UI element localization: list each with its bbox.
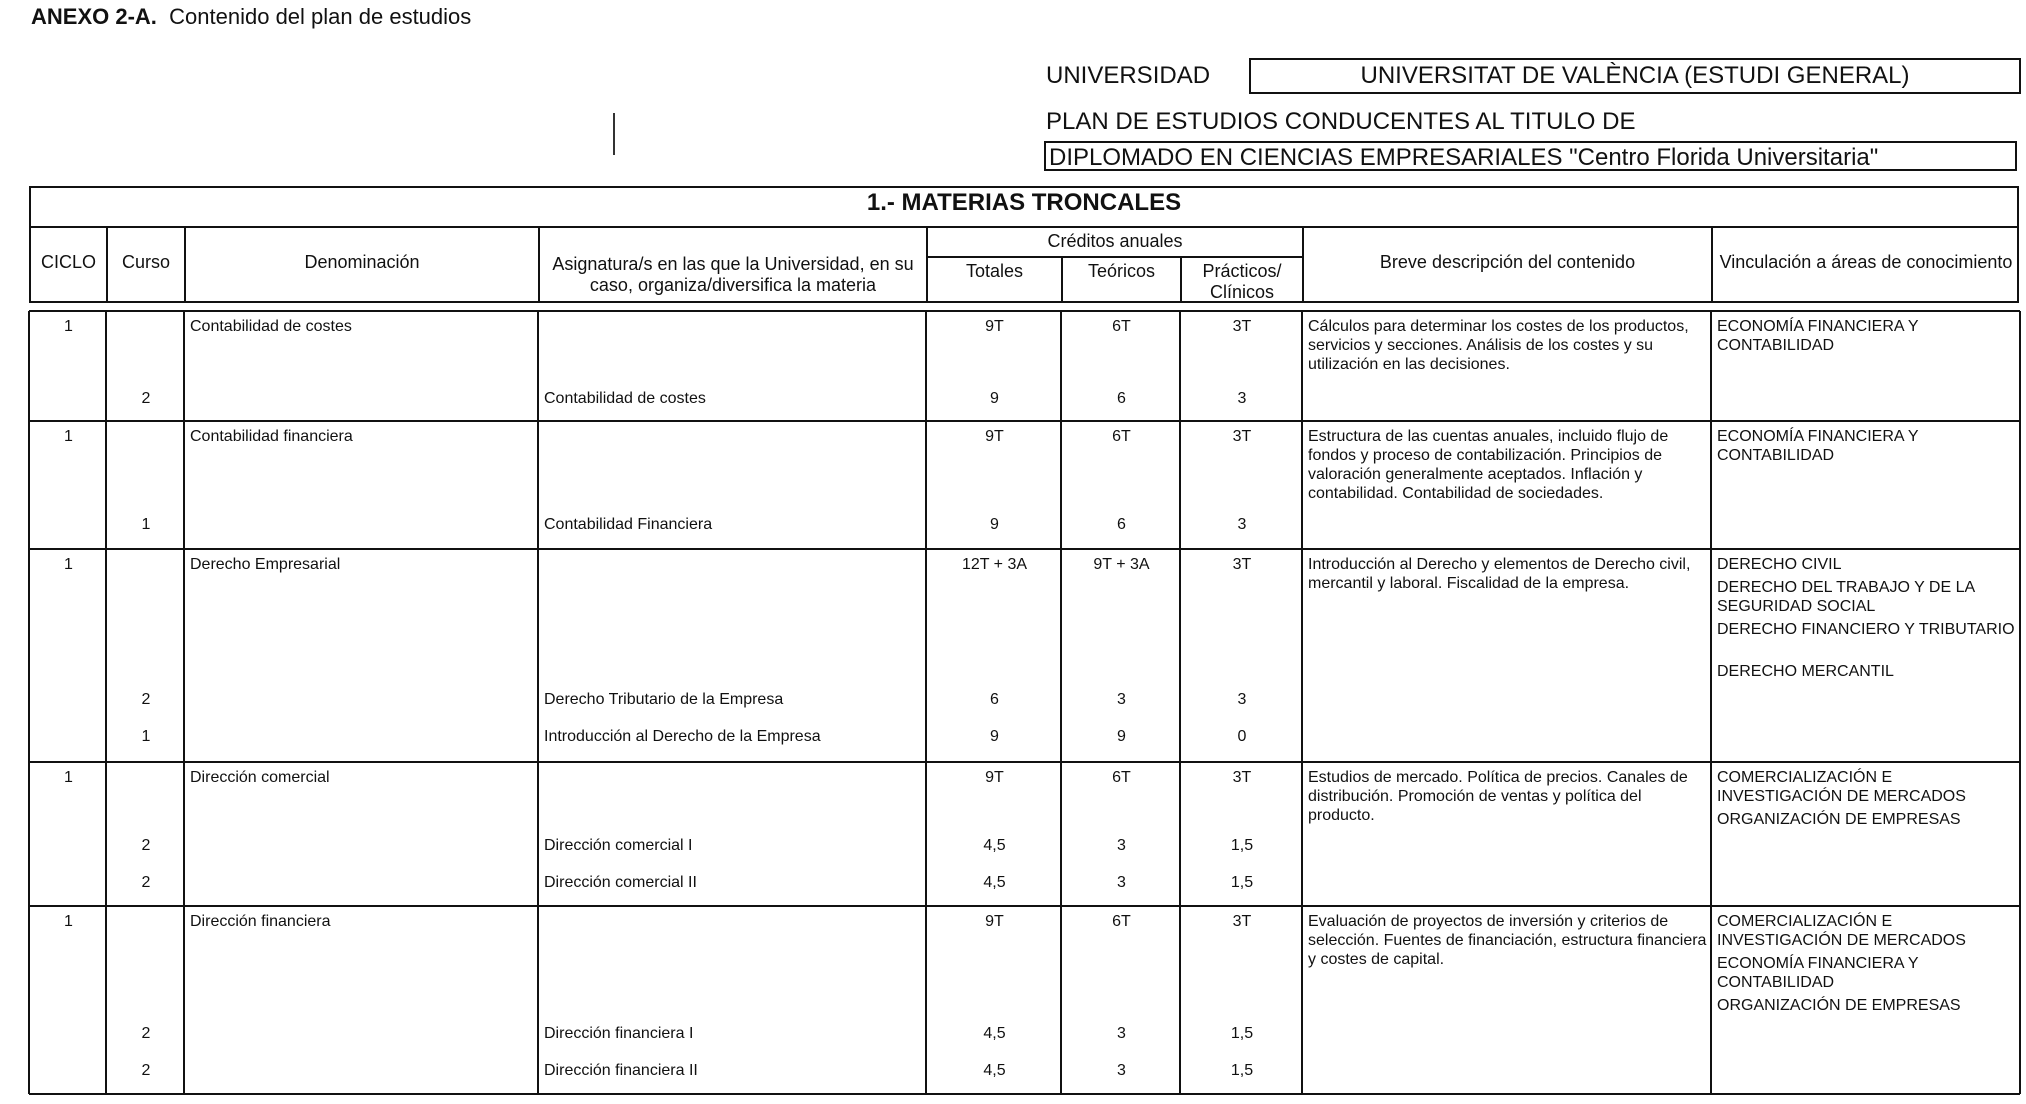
ciclo-cell: 1: [64, 556, 73, 573]
credits-teoricos: 6T: [1112, 428, 1131, 445]
materia-name: Dirección comercial: [190, 769, 330, 786]
asignatura-name: Dirección financiera II: [544, 1062, 698, 1079]
header-ciclo: CICLO: [40, 252, 96, 272]
ciclo-cell: 1: [64, 913, 73, 930]
credits-teoricos: 6T: [1112, 769, 1131, 786]
knowledge-area: COMERCIALIZACIÓN E INVESTIGACIÓN DE MERCADOS: [1717, 769, 1966, 805]
credits-totales: 9T: [985, 318, 1004, 335]
curso-cell: 2: [141, 874, 151, 891]
materia-description: Estudios de mercado. Política de precios. Canales de distribución. Promoción de ventas y política del producto.: [1308, 769, 1688, 824]
materia-name: Contabilidad financiera: [190, 428, 353, 445]
header-totales: Totales: [965, 261, 1024, 281]
ciclo-cell: 1: [64, 318, 73, 335]
asig-totales: 4,5: [983, 1062, 1006, 1079]
header-creditos: Créditos anuales: [1047, 231, 1183, 251]
annex-code: ANEXO 2-A.: [31, 4, 157, 29]
knowledge-area: DERECHO FINANCIERO Y TRIBUTARIO: [1717, 621, 2015, 638]
university-name: UNIVERSITAT DE VALÈNCIA (ESTUDI GENERAL): [1249, 58, 2021, 94]
ciclo-cell: 1: [64, 428, 73, 445]
asig-practicos: 1,5: [1230, 1062, 1254, 1079]
materia-description: Estructura de las cuentas anuales, incluido flujo de fondos y proceso de contabilización. Principios de valoración generalmente aceptados. Inflación y contabilidad. Contabilidad de sociedades.: [1308, 428, 1669, 502]
plan-label: PLAN DE ESTUDIOS CONDUCENTES AL TITULO DE: [1046, 108, 1636, 135]
annex-title: Contenido del plan de estudios: [169, 4, 472, 29]
curso-cell: 2: [141, 837, 151, 854]
asig-teoricos: 6: [1117, 516, 1126, 533]
curso-cell: 1: [141, 728, 151, 745]
credits-totales: 9T: [985, 913, 1004, 930]
credits-totales: 9T: [985, 428, 1004, 445]
asig-teoricos: 3: [1117, 874, 1126, 891]
curso-cell: 2: [141, 1062, 151, 1079]
asig-practicos: 1,5: [1230, 1025, 1254, 1042]
curso-cell: 2: [141, 1025, 151, 1042]
knowledge-area: ECONOMÍA FINANCIERA Y CONTABILIDAD: [1717, 955, 1919, 991]
knowledge-area: ECONOMÍA FINANCIERA Y CONTABILIDAD: [1717, 428, 1919, 464]
materia-name: Contabilidad de costes: [190, 318, 352, 335]
credits-teoricos: 6T: [1112, 913, 1131, 930]
asig-totales: 4,5: [983, 874, 1006, 891]
asig-practicos: 0: [1237, 728, 1247, 745]
section-title: 1.- MATERIAS TRONCALES: [866, 189, 1182, 216]
curso-cell: 1: [141, 516, 151, 533]
knowledge-area: DERECHO DEL TRABAJO Y DE LA SEGURIDAD SOCIAL: [1717, 579, 1975, 615]
ciclo-cell: 1: [64, 769, 73, 786]
asig-totales: 4,5: [983, 837, 1006, 854]
asignatura-name: Contabilidad de costes: [544, 390, 706, 407]
asignatura-name: Dirección financiera I: [544, 1025, 694, 1042]
knowledge-area: DERECHO MERCANTIL: [1717, 663, 1894, 680]
header-curso: Curso: [121, 252, 170, 272]
plan-title: DIPLOMADO EN CIENCIAS EMPRESARIALES "Centro Florida Universitaria": [1044, 141, 2017, 171]
curso-cell: 2: [141, 691, 151, 708]
header-denominacion: Denominación: [304, 252, 420, 272]
credits-practicos: 3T: [1232, 913, 1252, 930]
header-teoricos: Teóricos: [1087, 261, 1156, 281]
asig-teoricos: 3: [1117, 837, 1126, 854]
asig-teoricos: 3: [1117, 691, 1126, 708]
asig-practicos: 1,5: [1230, 837, 1254, 854]
credits-practicos: 3T: [1232, 428, 1252, 445]
credits-practicos: 3T: [1232, 769, 1252, 786]
university-label: UNIVERSIDAD: [1046, 62, 1211, 89]
knowledge-area: ORGANIZACIÓN DE EMPRESAS: [1717, 811, 1961, 828]
asignatura-name: Dirección comercial I: [544, 837, 693, 854]
asig-totales: 9: [990, 728, 999, 745]
asig-practicos: 3: [1237, 516, 1247, 533]
asig-totales: 6: [990, 691, 999, 708]
knowledge-area: DERECHO CIVIL: [1717, 556, 1842, 573]
header-descripcion: Breve descripción del contenido: [1379, 252, 1636, 272]
materia-description: Cálculos para determinar los costes de los productos, servicios y secciones. Análisis de los costes y su utilización en las decisiones.: [1308, 318, 1689, 373]
asig-practicos: 3: [1237, 390, 1247, 407]
knowledge-area: ECONOMÍA FINANCIERA Y CONTABILIDAD: [1717, 318, 1919, 354]
header-practicos: Prácticos/ Clínicos: [1202, 261, 1282, 302]
curso-cell: 2: [141, 390, 151, 407]
credits-totales: 9T: [985, 769, 1004, 786]
credits-teoricos: 9T + 3A: [1093, 556, 1150, 573]
knowledge-area: ORGANIZACIÓN DE EMPRESAS: [1717, 997, 1961, 1014]
credits-practicos: 3T: [1232, 556, 1252, 573]
asig-totales: 9: [990, 390, 999, 407]
header-vinculacion: Vinculación a áreas de conocimiento: [1719, 252, 2013, 272]
header-asignatura: Asignatura/s en las que la Universidad, en su caso, organiza/diversifica la materia: [552, 254, 914, 295]
asig-practicos: 1,5: [1230, 874, 1254, 891]
credits-totales: 12T + 3A: [961, 556, 1028, 573]
materia-name: Derecho Empresarial: [190, 556, 341, 573]
materia-description: Introducción al Derecho y elementos de Derecho civil, mercantil y laboral. Fiscalidad de la empresa.: [1308, 556, 1691, 592]
credits-teoricos: 6T: [1112, 318, 1131, 335]
materia-name: Dirección financiera: [190, 913, 331, 930]
asig-totales: 4,5: [983, 1025, 1006, 1042]
asig-teoricos: 6: [1117, 390, 1126, 407]
asig-teoricos: 3: [1117, 1025, 1126, 1042]
asignatura-name: Introducción al Derecho de la Empresa: [544, 728, 821, 745]
asig-practicos: 3: [1237, 691, 1247, 708]
asignatura-name: Contabilidad Financiera: [544, 516, 713, 533]
asignatura-name: Dirección comercial II: [544, 874, 697, 891]
asig-teoricos: 3: [1117, 1062, 1126, 1079]
materia-description: Evaluación de proyectos de inversión y criterios de selección. Fuentes de financiación, estructura financiera y costes de capital.: [1308, 913, 1707, 968]
knowledge-area: COMERCIALIZACIÓN E INVESTIGACIÓN DE MERCADOS: [1717, 913, 1966, 949]
asignatura-name: Derecho Tributario de la Empresa: [544, 691, 784, 708]
credits-practicos: 3T: [1232, 318, 1252, 335]
asig-teoricos: 9: [1117, 728, 1126, 745]
asig-totales: 9: [990, 516, 999, 533]
